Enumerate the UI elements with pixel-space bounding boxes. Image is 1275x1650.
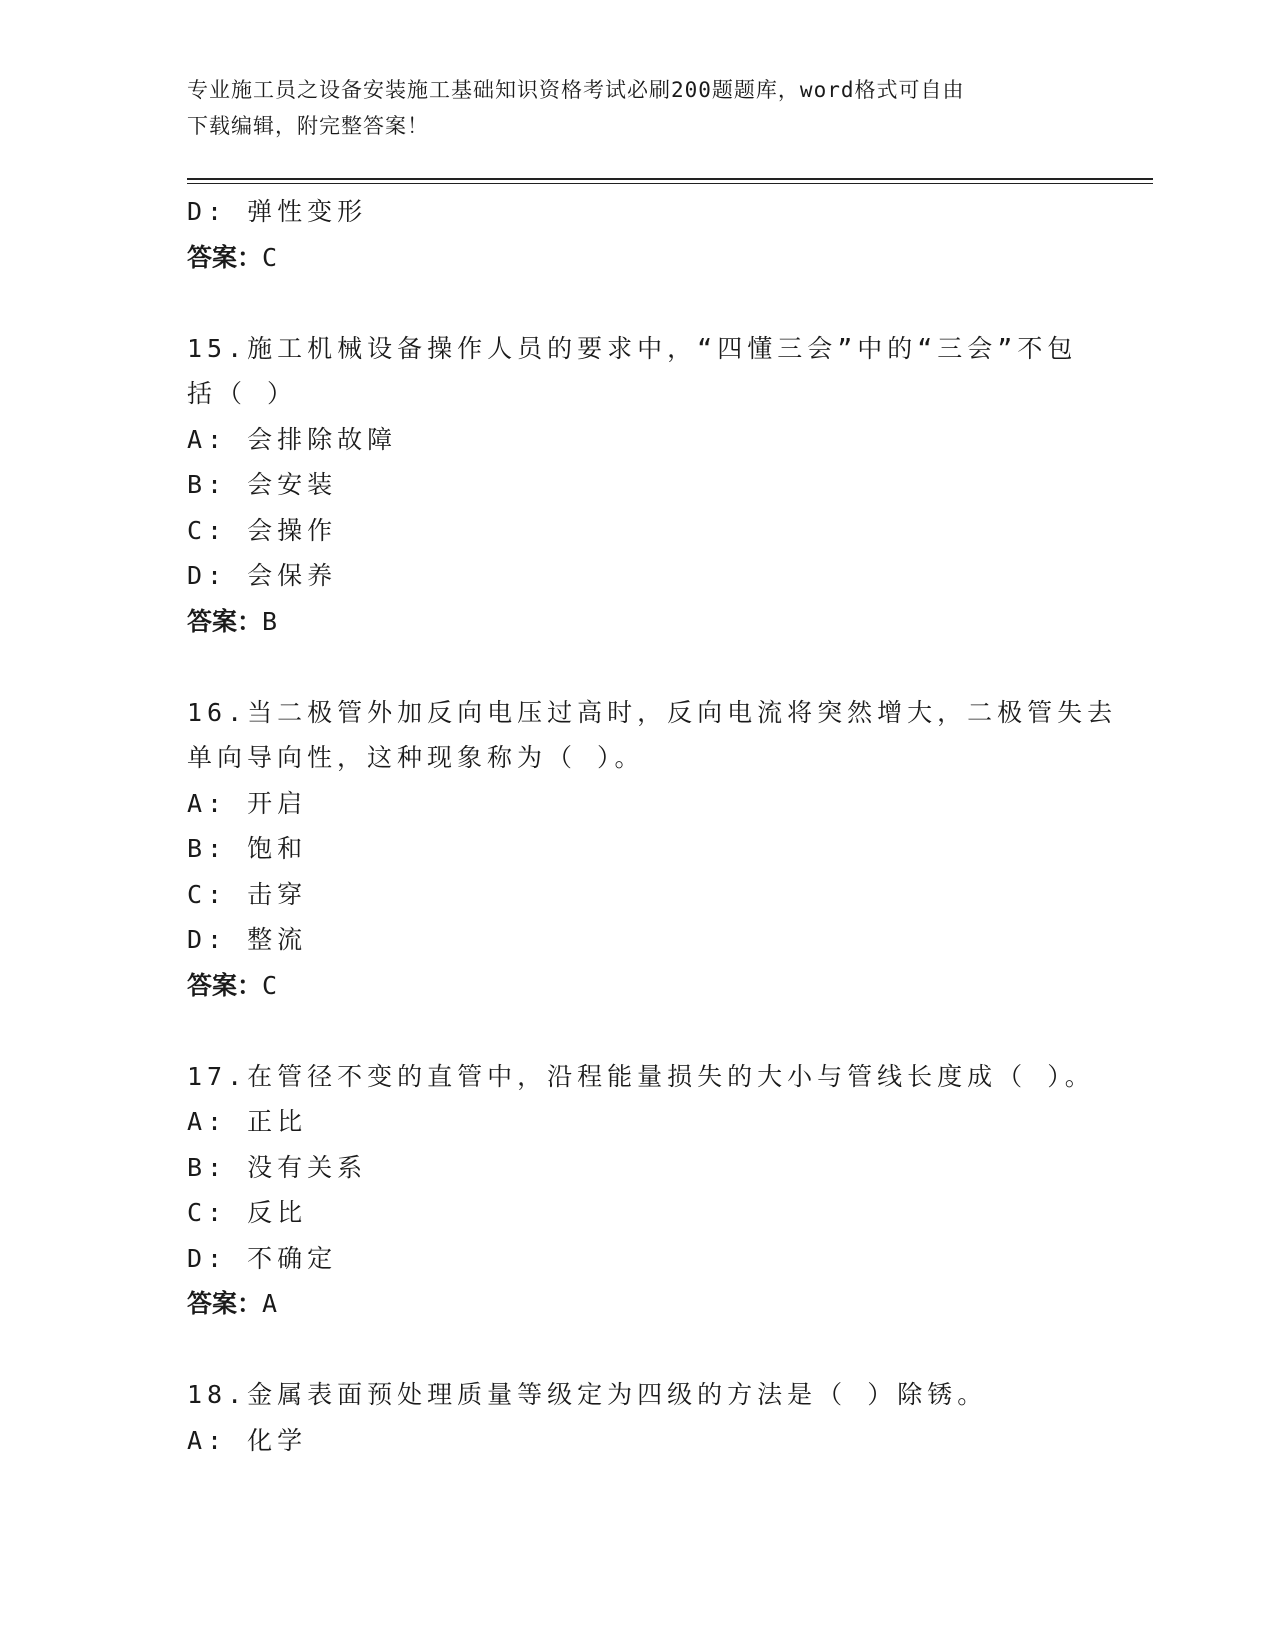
header-divider-thin: [187, 183, 1153, 184]
question-15-answer: [187, 599, 1087, 645]
answer-label: 答案：: [187, 970, 263, 1000]
document-header: [187, 72, 1087, 144]
question-18-stem-line-1: 18.金属表面预处理质量等级定为四级的方法是（ ）除锈。: [187, 1380, 988, 1409]
question-17-option-b: B: 没有关系: [187, 1152, 368, 1182]
spacer: [187, 644, 1087, 690]
prev-answer: [187, 235, 1087, 281]
question-16-answer: [187, 963, 1087, 1009]
answer-value: C: [262, 242, 278, 272]
answer-label: 答案：: [187, 606, 263, 636]
answer-label: 答案：: [187, 1289, 263, 1318]
question-15-option-a: A: 会排除故障: [187, 424, 398, 454]
question-16-option-a: A: 开启: [187, 788, 308, 818]
header-title-line-1: 专业施工员之设备安装施工基础知识资格考试必刷200题题库，word格式可自由: [187, 78, 965, 102]
question-list: [187, 189, 1118, 1463]
header-divider-thick: [187, 178, 1153, 180]
answer-value: C: [262, 970, 278, 1000]
question-16-stem-line-1: 16.当二极管外加反向电压过高时，反向电流将突然增大，二极管失去: [187, 697, 1118, 727]
question-15-option-b: B: 会安装: [187, 470, 338, 499]
spacer: [187, 1008, 1087, 1054]
question-15-stem-line-2: 括（ ）: [187, 379, 298, 408]
spacer: [187, 1327, 1087, 1373]
question-17-answer: [187, 1281, 1087, 1327]
answer-label: 答案：: [187, 242, 263, 272]
prev-option-d: D: 弹性变形: [187, 197, 368, 226]
spacer: [187, 280, 1087, 326]
question-16-option-d: D: 整流: [187, 925, 308, 954]
question-17-option-a: A: 正比: [187, 1107, 308, 1136]
question-16-stem-line-2: 单向导向性，这种现象称为（ ）。: [187, 743, 645, 772]
question-16-option-c: C: 击穿: [187, 879, 308, 909]
question-15-option-c: C: 会操作: [187, 515, 338, 545]
question-17-option-c: C: 反比: [187, 1198, 308, 1227]
answer-value: B: [262, 606, 278, 636]
question-15-stem-line-1: 15.施工机械设备操作人员的要求中，“四懂三会”中的“三会”不包: [187, 333, 1078, 363]
answer-value: A: [262, 1289, 278, 1318]
header-title-line-2: 下载编辑，附完整答案！: [187, 114, 429, 138]
question-16-option-b: B: 饱和: [187, 834, 308, 863]
question-17-option-d: D: 不确定: [187, 1243, 338, 1273]
question-15-option-d: D: 会保养: [187, 561, 338, 590]
question-18-option-a: A: 化学: [187, 1425, 308, 1455]
question-17-stem-line-1: 17.在管径不变的直管中，沿程能量损失的大小与管线长度成（ ）。: [187, 1061, 1095, 1091]
